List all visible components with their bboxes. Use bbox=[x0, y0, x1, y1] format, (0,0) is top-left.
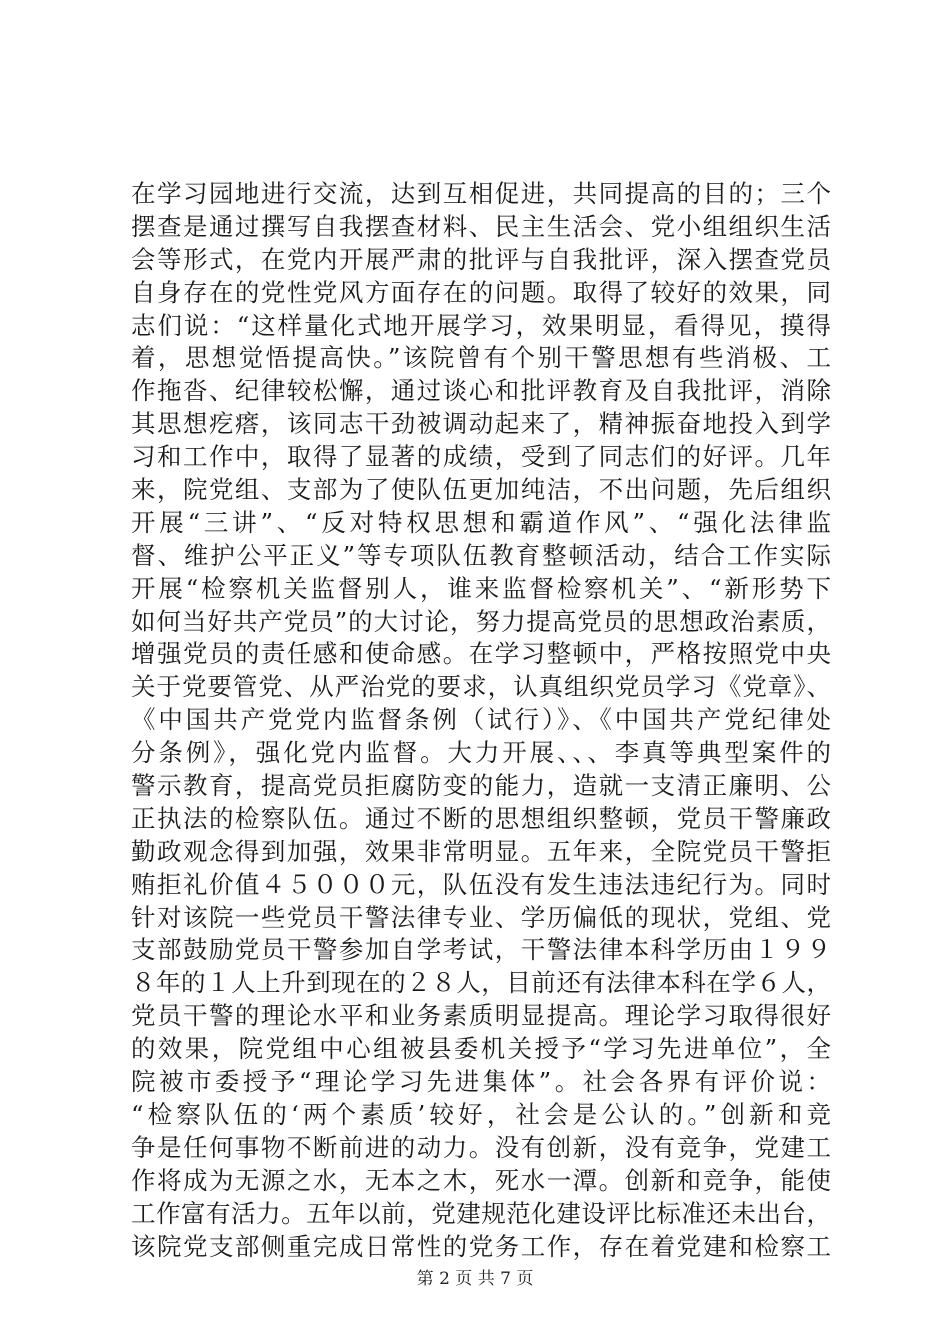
text-line: 作将成为无源之水，无本之木，死水一潭。创新和竞争，能使 bbox=[131, 1165, 831, 1195]
text-line: 《中国共产党党内监督条例（试行）》、《中国共产党纪律处 bbox=[131, 705, 831, 735]
text-line: 开展“检察机关监督别人，谁来监督检察机关”、“新形势下 bbox=[131, 573, 831, 603]
text-line: 勤政观念得到加强，效果非常明显。五年来，全院党员干警拒 bbox=[131, 836, 831, 866]
text-line: 自身存在的党性党风方面存在的问题。取得了较好的效果，同 bbox=[131, 277, 831, 307]
text-line: 关于党要管党、从严治党的要求，认真组织党员学习《党章》、 bbox=[131, 672, 831, 702]
text-line: 警示教育，提高党员拒腐防变的能力，造就一支清正廉明、公 bbox=[131, 771, 831, 801]
text-line: 的效果，院党组中心组被县委机关授予“学习先进单位”，全 bbox=[131, 1034, 831, 1064]
text-line: 贿拒礼价值４５０００元，队伍没有发生违法违纪行为。同时 bbox=[131, 869, 831, 899]
text-line: 党员干警的理论水平和业务素质明显提高。理论学习取得很好 bbox=[131, 1001, 831, 1031]
text-line: 在学习园地进行交流，达到互相促进，共同提高的目的；三个 bbox=[131, 179, 831, 208]
text-line: 会等形式，在党内开展严肃的批评与自我批评，深入摆查党员 bbox=[131, 244, 831, 274]
text-line: 志们说：“这样量化式地开展学习，效果明显，看得见，摸得 bbox=[131, 310, 831, 340]
text-line: 增强党员的责任感和使命感。在学习整顿中，严格按照党中央 bbox=[131, 639, 831, 669]
text-line: 工作富有活力。五年以前，党建规范化建设评比标准还未出台， bbox=[131, 1198, 831, 1228]
text-line: 开展“三讲”、“反对特权思想和霸道作风”、“强化法律监 bbox=[131, 507, 831, 537]
text-line: 如何当好共产党员”的大讨论，努力提高党员的思想政治素质， bbox=[131, 606, 831, 636]
text-line: 针对该院一些党员干警法律专业、学历偏低的现状，党组、党 bbox=[131, 902, 831, 932]
text-line: 督、维护公平正义”等专项队伍教育整顿活动，结合工作实际 bbox=[131, 540, 831, 570]
text-line: 院被市委授予“理论学习先进集体”。社会各界有评价说： bbox=[131, 1067, 831, 1097]
body-text bbox=[131, 178, 831, 1263]
text-line: 争是任何事物不断前进的动力。没有创新，没有竞争，党建工 bbox=[131, 1132, 831, 1162]
text-line: 来，院党组、支部为了使队伍更加纯洁，不出问题，先后组织 bbox=[131, 475, 831, 505]
text-line: 摆查是通过撰写自我摆查材料、民主生活会、党小组组织生活 bbox=[131, 211, 831, 241]
text-line: ８年的１人上升到现在的２８人，目前还有法律本科在学６人， bbox=[131, 968, 831, 998]
text-line: 支部鼓励党员干警参加自学考试，干警法律本科学历由１９９ bbox=[131, 935, 831, 965]
text-line: 着，思想觉悟提高快。”该院曾有个别干警思想有些消极、工 bbox=[131, 343, 831, 373]
text-line: 习和工作中，取得了显著的成绩，受到了同志们的好评。几年 bbox=[131, 442, 831, 472]
text-line: 分条例》，强化党内监督。大力开展、、、李真等典型案件的 bbox=[131, 738, 831, 768]
text-line: 其思想疙瘩，该同志干劲被调动起来了，精神振奋地投入到学 bbox=[131, 409, 831, 439]
text-line: 正执法的检察队伍。通过不断的思想组织整顿，党员干警廉政 bbox=[131, 803, 831, 833]
page-number-footer: 第 2 页 共 7 页 bbox=[416, 1269, 534, 1289]
text-line: “检察队伍的‘两个素质’较好，社会是公认的。”创新和竞 bbox=[131, 1099, 831, 1129]
text-line: 作拖沓、纪律较松懈，通过谈心和批评教育及自我批评，消除 bbox=[131, 376, 831, 406]
text-line: 该院党支部侧重完成日常性的党务工作，存在着党建和检察工 bbox=[131, 1231, 831, 1261]
